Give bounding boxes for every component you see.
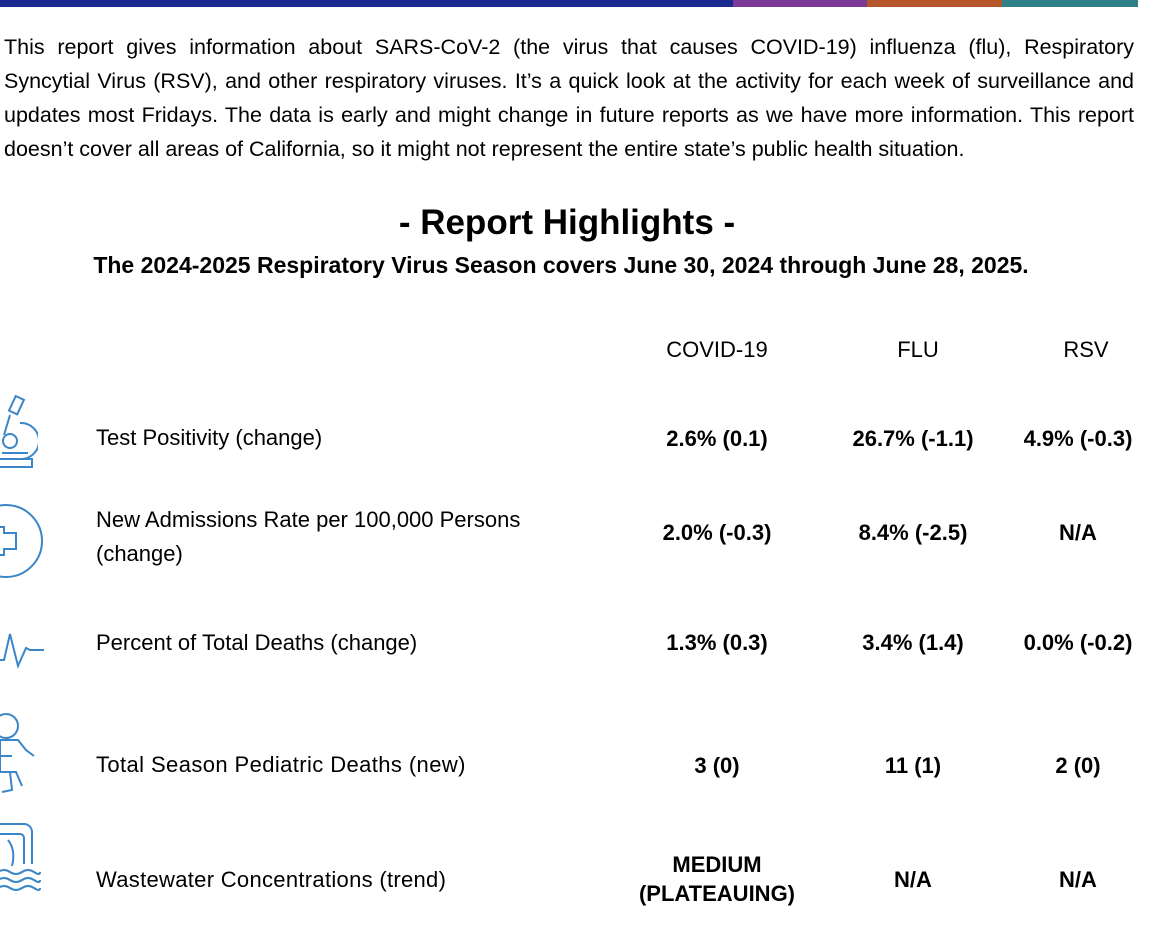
value-covid-percent-deaths: 1.3% (0.3) [666,630,768,655]
row-label-new-admissions-line1: New Admissions Rate per 100,000 Persons [96,507,521,532]
column-header-flu: FLU [897,337,939,362]
row-label-new-admissions-line2: (change) [96,541,183,566]
value-covid-wastewater-line1: MEDIUM [672,852,762,877]
value-rsv-percent-deaths: 0.0% (-0.2) [1023,630,1133,655]
row-label-percent-deaths: Percent of Total Deaths (change) [96,630,418,655]
medical-cross-icon [0,503,46,584]
value-covid-wastewater-line2: (PLATEAUING) [638,881,796,906]
season-subtitle: The 2024-2025 Respiratory Virus Season covers June 30, 2024 through June 28, 2025. [93,252,1029,278]
value-flu-percent-deaths: 3.4% (1.4) [862,630,964,655]
value-flu-new-admissions: 8.4% (-2.5) [858,520,968,545]
value-covid-test-positivity: 2.6% (0.1) [666,426,768,451]
value-rsv-pediatric-deaths: 2 (0) [1055,753,1101,778]
row-label-pediatric-deaths: Total Season Pediatric Deaths (new) [96,752,466,777]
top-bar-segment-purple [733,0,867,7]
column-header-rsv: RSV [1063,337,1109,362]
value-covid-pediatric-deaths: 3 (0) [694,753,740,778]
top-bar-segment-orange [867,0,1002,7]
value-flu-test-positivity: 26.7% (-1.1) [852,426,974,451]
baby-icon [0,712,38,799]
column-header-covid: COVID-19 [666,337,768,362]
value-rsv-new-admissions: N/A [1059,520,1097,545]
top-bar-segment-blue [0,0,733,7]
report-highlights-title: - Report Highlights - [398,203,736,242]
row-label-wastewater: Wastewater Concentrations (trend) [96,867,447,892]
value-covid-wastewater [607,850,827,908]
value-rsv-wastewater: N/A [1059,867,1097,892]
value-rsv-test-positivity: 4.9% (-0.3) [1023,426,1133,451]
microscope-icon [0,393,38,480]
value-covid-new-admissions: 2.0% (-0.3) [662,520,772,545]
heartbeat-icon [0,626,48,675]
wastewater-icon [0,820,44,899]
intro-paragraph: This report gives information about SARS-CoV-2 (the virus that causes COVID-19) influenza (flu), Respiratory Syncytial Virus (RSV), and other respiratory viruses. It’s a quick look at the activity for each week of surveillance and updates most Fridays. The data is early and might change in future reports as we have more information. This report doesn’t cover all areas of California, so it might not represent the entire state’s public health situation. [4,35,1134,161]
top-color-bar [0,0,1138,7]
row-label-new-admissions [96,503,520,571]
value-flu-pediatric-deaths: 11 (1) [884,753,942,778]
value-flu-wastewater: N/A [894,867,932,892]
row-label-test-positivity: Test Positivity (change) [96,425,323,450]
top-bar-segment-teal [1002,0,1138,7]
